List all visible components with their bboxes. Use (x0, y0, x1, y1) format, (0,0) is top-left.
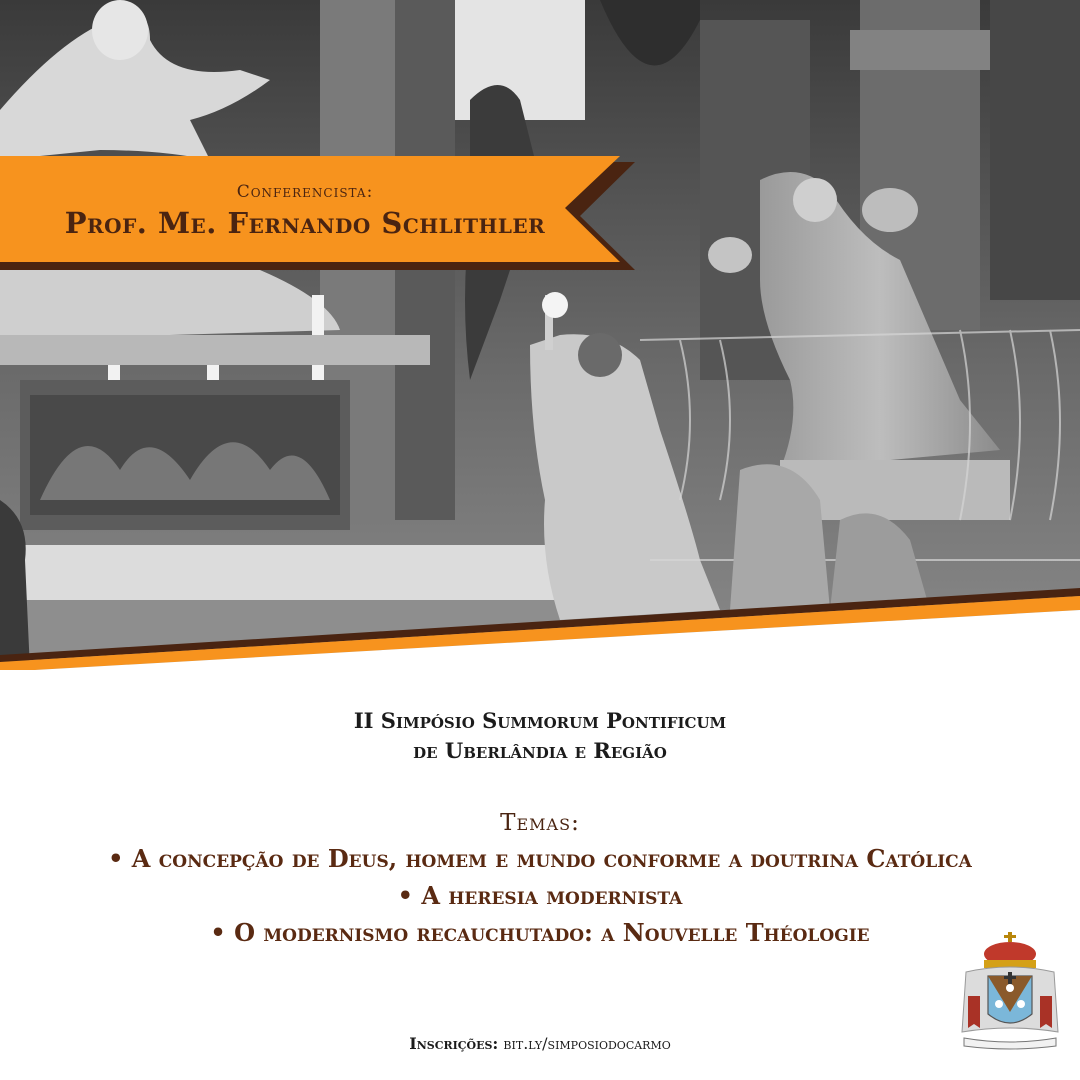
registration-line (0, 1034, 1080, 1053)
theme-item-1: • A concepção de Deus, homem e mundo conforme a doutrina Católica (108, 844, 972, 873)
event-title-line-2: de Uberlândia e Região (413, 738, 667, 763)
theme-item-3: • O modernismo recauchutado: a Nouvelle Théologie (210, 918, 870, 947)
registration-label: Inscrições: (409, 1034, 499, 1053)
speaker-label: Conferencista: (236, 182, 374, 202)
speaker-banner (0, 150, 640, 270)
event-title-line-1: II Simpósio Summorum Pontificum (353, 708, 727, 733)
themes-heading: Temas: (500, 810, 580, 836)
theme-item-2: • A heresia modernista (397, 881, 683, 910)
speaker-name: Prof. Me. Fernando Schlithler (64, 206, 546, 240)
registration-link[interactable]: bit.ly/simposiodocarmo (503, 1034, 671, 1053)
themes-section (0, 806, 1080, 951)
event-title (0, 706, 1080, 766)
carmelite-coat-of-arms-icon (958, 932, 1062, 1052)
